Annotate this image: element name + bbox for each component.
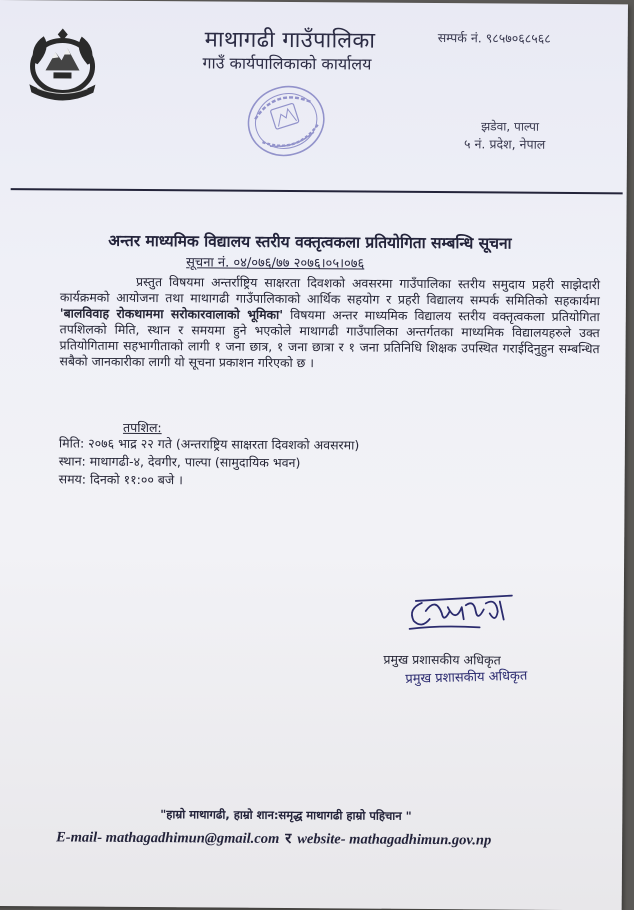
header-divider [11, 188, 623, 194]
footer-conjunction: र [285, 831, 292, 848]
office-stamp-seal [243, 80, 330, 163]
footer-website: website- mathagadhimun.gov.np [297, 831, 492, 849]
handwritten-signature [400, 589, 526, 638]
footer-motto: "हाम्रो माथागढी, हाम्रो शान:समृद्ध माथागढी हाम्रो पहिचान " [160, 807, 412, 823]
footer-contact [56, 826, 491, 849]
contact-number: सम्पर्क नं. ९८५७०६८५६८ [437, 30, 551, 46]
details-time: समय: दिनको ११:०० बजे । [58, 471, 184, 488]
office-subtitle: गाउँ कार्यपालिकाको कार्यालय [202, 53, 372, 74]
details-date: मिति: २०७६ भाद्र २२ गते (अन्तराष्ट्रिय साक्षरता दिवशको अवसरमा) [58, 435, 360, 453]
officer-title: प्रमुख प्रशासकीय अधिकृत [383, 651, 501, 668]
notice-body [59, 273, 600, 373]
notice-number: सूचना नं. ०४/०७६/७७ २०७६।०५।०७६ [186, 255, 365, 272]
office-name: माथागढी गाउँपालिका [204, 27, 376, 54]
footer-email: E-mail- mathagadhimun@gmail.com [56, 829, 280, 847]
details-place: स्थान: माथागढी-४, देवगीर, पाल्पा (सामुदायिक भवन) [58, 453, 301, 471]
details-heading: तपशिल: [122, 419, 162, 436]
body-text-topic: 'बालविवाह रोकथाममा सरोकारवालाको भूमिका' [59, 305, 284, 322]
officer-title-stamp: प्रमुख प्रशासकीय अधिकृत [405, 668, 528, 687]
body-text-start: प्रस्तुत विषयमा अन्तर्राष्ट्रिय साक्षरता दिवशको अवसरमा गाउँपालिका स्तरीय समुदाय प्रहरी साझेदारी कार्यक्रमको आयोजना तथा माथागढी गाउँपालिकाको आर्थिक सहयोग र प्रहरी विद्यालय सम्पर्क समितिको सहकार्यमा [59, 273, 601, 309]
address-line-2: ५ नं. प्रदेश, नेपाल [463, 136, 546, 152]
nepal-emblem-icon [23, 26, 102, 103]
details-list [59, 434, 360, 490]
body-text-end: विषयमा अन्तर माध्यमिक विद्यालय स्तरीय वक्तृत्वकला प्रतियोगिता तपशिलको मिति, स्थान र समयमा हुने भएकोले माथागढी गाउँपालिका अन्तर्गतका माध्यमिक विद्यालयहरुले उक्त प्रतियोगितामा सहभागीताको लागी १ जना छात्र, १ जना छात्रा र १ जना प्रतिनिधि शिक्षक उपस्थित गराईदिनुहुन सम्बन्धित सबैको जानकारीका लागी यो सूचना प्रकाशन गरिएको छ । [59, 306, 600, 371]
notice-title: अन्तर माध्यमिक विद्यालय स्तरीय वक्तृत्वकला प्रतियोगिता सम्बन्धि सूचना [108, 231, 512, 253]
address-line-1: झडेवा, पाल्पा [481, 119, 540, 134]
